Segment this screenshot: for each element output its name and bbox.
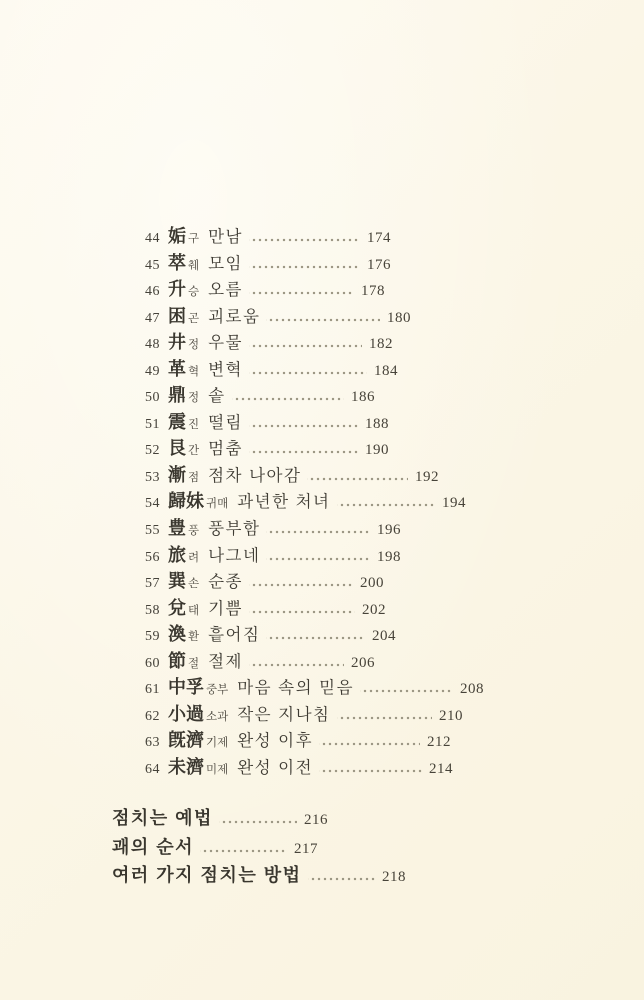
hexagram-number: 59 <box>145 629 160 645</box>
appendix-title: 점치는 예법 <box>112 808 213 828</box>
toc-row <box>145 302 411 329</box>
appendix-title: 괘의 순서 <box>112 836 195 857</box>
hexagram-reading: 풍 <box>188 525 200 538</box>
toc-row <box>145 753 453 780</box>
dot-leader <box>219 820 297 824</box>
appendix-row <box>112 833 318 862</box>
dot-leader <box>337 503 436 507</box>
page-number: 218 <box>382 869 406 886</box>
toc-row <box>145 461 439 488</box>
page-number: 206 <box>351 654 375 671</box>
page-number: 217 <box>294 840 318 857</box>
toc-row <box>145 673 484 700</box>
toc-row <box>145 434 389 461</box>
hexagram-number: 52 <box>145 443 160 459</box>
page-number: 194 <box>442 495 466 512</box>
hexagram-meaning: 우물 <box>208 334 243 353</box>
dot-leader <box>249 291 354 295</box>
hexagram-reading: 점 <box>188 471 200 484</box>
hexagram-meaning: 점차 나아감 <box>208 466 302 485</box>
page-number: 178 <box>361 283 385 300</box>
hexagram-hanja: 艮 <box>168 438 186 459</box>
toc-row <box>145 328 393 355</box>
hexagram-reading: 미제 <box>206 763 229 776</box>
dot-leader <box>266 318 380 322</box>
hexagram-meaning: 변혁 <box>208 360 243 379</box>
hexagram-hanja: 震 <box>168 411 186 432</box>
hexagram-meaning: 기쁨 <box>208 599 243 618</box>
dot-leader <box>232 397 344 401</box>
hexagram-hanja: 未濟 <box>168 756 204 777</box>
dot-leader <box>337 716 433 720</box>
page-number: 190 <box>365 442 389 459</box>
hexagram-number: 60 <box>145 655 160 671</box>
hexagram-meaning: 만남 <box>208 228 243 246</box>
toc-row <box>145 594 386 621</box>
hexagram-reading: 손 <box>188 578 200 591</box>
hexagram-hanja: 渙 <box>168 624 186 645</box>
hexagram-meaning: 멈춤 <box>208 440 243 459</box>
page-number: 204 <box>372 628 396 645</box>
dot-leader <box>249 344 362 348</box>
page-number: 216 <box>304 812 328 828</box>
toc-row <box>145 275 385 302</box>
hexagram-number: 58 <box>145 602 160 618</box>
hexagram-meaning: 과년한 처녀 <box>237 493 331 512</box>
dot-leader <box>308 877 376 881</box>
dot-leader <box>249 371 367 375</box>
hexagram-hanja: 困 <box>168 305 186 326</box>
appendix-section-list <box>112 804 406 890</box>
hexagram-hanja: 節 <box>168 650 186 671</box>
hexagram-reading: 승 <box>188 286 200 299</box>
hexagram-meaning: 마음 속의 믿음 <box>237 679 355 698</box>
hexagram-hanja: 萃 <box>168 252 186 273</box>
hexagram-number: 45 <box>145 257 160 273</box>
page-number: 198 <box>377 548 401 565</box>
hexagram-reading: 소과 <box>206 710 229 723</box>
dot-leader <box>249 610 355 614</box>
hexagram-hanja: 歸妹 <box>168 491 204 512</box>
hexagram-reading: 정 <box>188 392 200 405</box>
dot-leader <box>249 424 358 428</box>
hexagram-reading: 려 <box>188 551 200 564</box>
hexagram-reading: 구 <box>188 233 200 245</box>
page-number: 192 <box>415 468 439 485</box>
hexagram-meaning: 나그네 <box>208 546 261 565</box>
page-number: 176 <box>367 256 391 273</box>
page-number: 208 <box>460 681 484 698</box>
hexagram-meaning: 절제 <box>208 652 243 671</box>
toc-row <box>145 541 401 568</box>
hexagram-number: 46 <box>145 284 160 300</box>
hexagram-hanja: 升 <box>168 279 186 300</box>
hexagram-reading: 췌 <box>188 259 200 272</box>
page-number: 196 <box>377 522 401 539</box>
toc-row <box>145 567 384 594</box>
hexagram-meaning: 오름 <box>208 281 243 300</box>
hexagram-number: 56 <box>145 549 160 565</box>
hexagram-number: 55 <box>145 523 160 539</box>
hexagram-hanja: 巽 <box>168 571 186 592</box>
toc-row <box>145 355 398 382</box>
page-number: 186 <box>351 389 375 406</box>
hexagram-hanja: 中孚 <box>168 677 204 698</box>
page-number: 202 <box>362 601 386 618</box>
hexagram-meaning: 작은 지나침 <box>237 705 331 724</box>
hexagram-meaning: 완성 이후 <box>237 732 314 751</box>
hexagram-hanja: 井 <box>168 332 186 353</box>
hexagram-number: 61 <box>145 682 160 698</box>
hexagram-meaning: 완성 이전 <box>237 758 314 777</box>
page-number: 174 <box>367 230 391 246</box>
hexagram-hanja: 兌 <box>168 597 186 618</box>
page-number: 212 <box>427 734 451 751</box>
toc-row <box>145 647 375 674</box>
hexagram-number: 63 <box>145 735 160 751</box>
hexagram-hanja: 豊 <box>168 518 186 539</box>
page-number: 182 <box>369 336 393 353</box>
toc-row <box>145 726 451 753</box>
toc-row <box>145 514 401 541</box>
dot-leader <box>307 477 408 481</box>
hexagram-meaning: 순종 <box>208 573 243 592</box>
hexagram-reading: 절 <box>188 657 200 670</box>
hexagram-hanja: 旣濟 <box>168 730 204 751</box>
hexagram-reading: 태 <box>188 604 200 617</box>
hexagram-hanja: 鼎 <box>168 385 186 406</box>
toc-row <box>145 222 391 249</box>
dot-leader <box>266 530 370 534</box>
page-number: 180 <box>387 309 411 326</box>
dot-leader <box>266 636 365 640</box>
hexagram-reading: 간 <box>188 445 200 458</box>
hexagram-reading: 환 <box>188 631 200 644</box>
hexagram-number: 49 <box>145 363 160 379</box>
hexagram-toc-list <box>145 222 484 779</box>
hexagram-number: 62 <box>145 708 160 724</box>
dot-leader <box>319 769 422 773</box>
hexagram-reading: 정 <box>188 339 200 352</box>
page-number: 210 <box>439 707 463 724</box>
hexagram-reading: 혁 <box>188 365 200 378</box>
appendix-row <box>112 861 406 890</box>
hexagram-hanja: 革 <box>168 358 186 379</box>
hexagram-hanja: 姤 <box>168 226 186 246</box>
hexagram-number: 54 <box>145 496 160 512</box>
dot-leader <box>249 663 344 667</box>
hexagram-reading: 곤 <box>188 312 200 325</box>
toc-row <box>145 487 466 514</box>
hexagram-meaning: 솥 <box>208 387 226 406</box>
page-number: 200 <box>360 575 384 592</box>
hexagram-number: 44 <box>145 231 160 246</box>
toc-row <box>145 408 389 435</box>
dot-leader <box>249 265 360 269</box>
page-number: 188 <box>365 415 389 432</box>
hexagram-hanja: 漸 <box>168 464 186 485</box>
dot-leader <box>249 238 360 242</box>
page-number: 214 <box>429 760 453 777</box>
dot-leader <box>249 583 353 587</box>
hexagram-meaning: 괴로움 <box>208 307 261 326</box>
hexagram-hanja: 小過 <box>168 703 204 724</box>
dot-leader <box>360 689 453 693</box>
hexagram-reading: 중부 <box>206 684 229 697</box>
dot-leader <box>249 450 358 454</box>
appendix-row <box>112 804 328 833</box>
hexagram-reading: 진 <box>188 418 200 431</box>
hexagram-meaning: 흩어짐 <box>208 626 261 645</box>
hexagram-reading: 기제 <box>206 737 229 750</box>
toc-row <box>145 249 391 276</box>
toc-row <box>145 700 463 727</box>
hexagram-number: 50 <box>145 390 160 406</box>
toc-row <box>145 620 396 647</box>
hexagram-number: 51 <box>145 416 160 432</box>
hexagram-meaning: 모임 <box>208 254 243 273</box>
hexagram-number: 57 <box>145 576 160 592</box>
hexagram-number: 48 <box>145 337 160 353</box>
hexagram-reading: 귀매 <box>206 498 229 511</box>
toc-row <box>145 381 375 408</box>
appendix-title: 여러 가지 점치는 방법 <box>112 865 302 886</box>
hexagram-number: 64 <box>145 761 160 777</box>
dot-leader <box>319 742 420 746</box>
hexagram-number: 47 <box>145 310 160 326</box>
hexagram-number: 53 <box>145 469 160 485</box>
hexagram-meaning: 풍부함 <box>208 520 261 539</box>
dot-leader <box>200 849 287 853</box>
hexagram-meaning: 떨림 <box>208 413 243 432</box>
hexagram-hanja: 旅 <box>168 544 186 565</box>
dot-leader <box>266 557 370 561</box>
page-number: 184 <box>374 362 398 379</box>
